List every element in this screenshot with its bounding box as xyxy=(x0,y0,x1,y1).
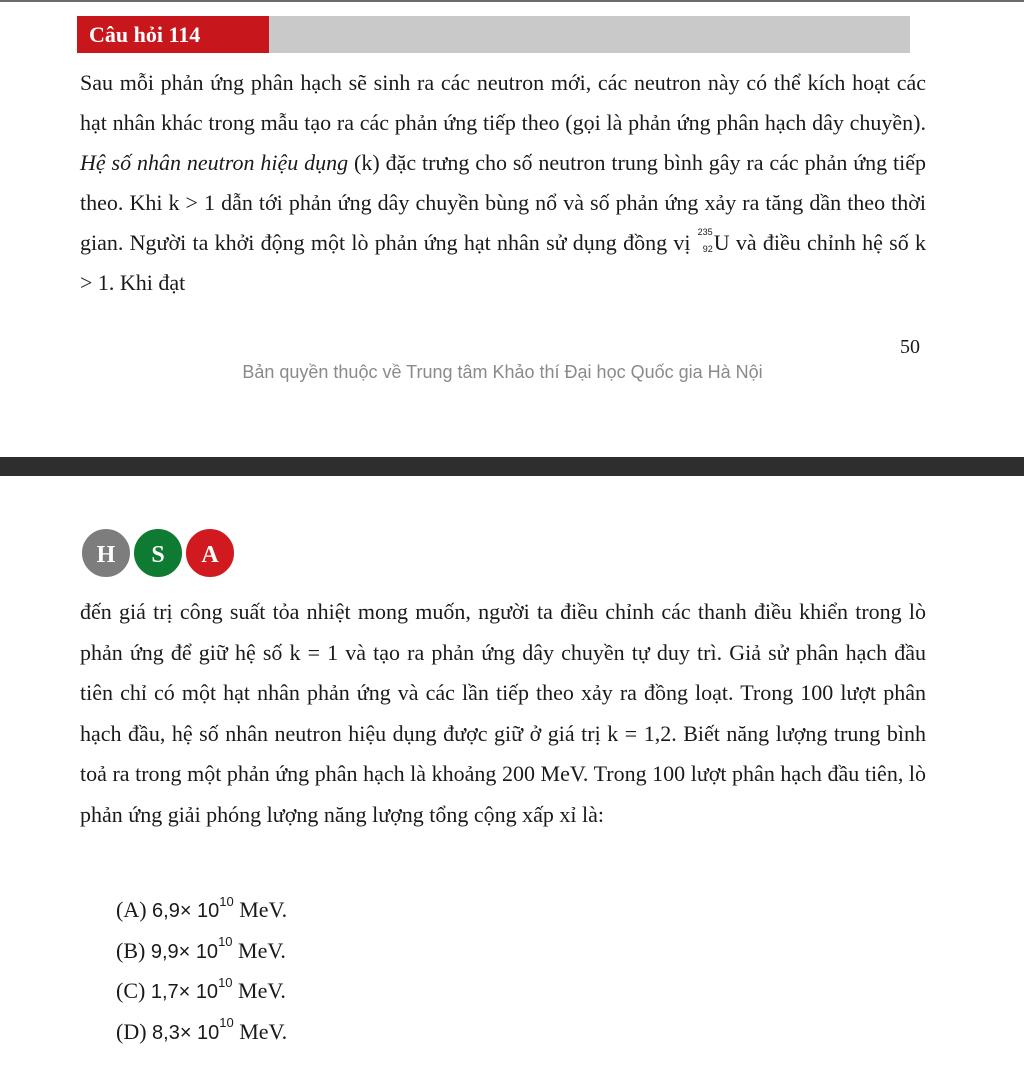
question-paragraph-1 xyxy=(80,63,926,303)
option-exponent: 10 xyxy=(218,974,233,990)
option-unit: MeV. xyxy=(238,937,286,963)
option-letter: (A) xyxy=(116,897,147,922)
logo-letter-a: A xyxy=(184,527,236,579)
isotope-atomic-number: 92 xyxy=(702,244,713,254)
option-unit: MeV. xyxy=(238,978,286,1003)
answer-option-a[interactable] xyxy=(116,890,287,931)
paragraph-text: và điều chỉnh hệ số k > 1. Khi đạt xyxy=(80,230,926,295)
answer-option-b[interactable] xyxy=(116,931,287,972)
option-mantissa: 6,9× xyxy=(152,900,192,922)
answer-option-d[interactable] xyxy=(116,1012,287,1053)
hsa-logo xyxy=(80,527,240,579)
option-letter: (B) xyxy=(116,937,146,963)
question-label: Câu hỏi 114 xyxy=(77,16,269,53)
question-paragraph-2: đến giá trị công suất tỏa nhiệt mong muốn, người ta điều chỉnh các thanh điều khiển trong lò phản ứng để giữ hệ số k = 1 và tạo ra phản ứng dây chuyền tự duy trì. Giả sử phân hạch đầu tiên chỉ có một hạt nhân phản ứng và các lần tiếp theo xảy ra đồng loạt. Trong 100 lượt phân hạch đầu, hệ số nhân neutron hiệu dụng được giữ ở giá trị k = 1,2. Biết năng lượng trung bình toả ra trong một phản ứng phân hạch là khoảng 200 MeV. Trong 100 lượt phân hạch đầu tiên, lò phản ứng giải phóng lượng năng lượng tổng cộng xấp xỉ là: xyxy=(80,599,926,827)
isotope-symbol: U xyxy=(713,230,730,255)
logo-letter-s: S xyxy=(132,527,184,579)
paragraph-text: Sau mỗi phản ứng phân hạch sẽ sinh ra các neutron mới, các neutron này có thể kích hoạt các hạt nhân khác trong mẫu tạo ra các phản ứng tiếp theo (gọi là phản ứng phân hạch dây chuyền). xyxy=(80,70,926,135)
option-letter: (C) xyxy=(116,978,146,1003)
option-exponent: 10 xyxy=(218,934,233,950)
option-exponent: 10 xyxy=(219,893,234,909)
option-mantissa: 8,3× xyxy=(152,1021,192,1044)
option-mantissa: 1,7× xyxy=(150,981,191,1003)
logo-letter-h: H xyxy=(80,527,132,579)
option-base: 10 xyxy=(197,1021,220,1044)
isotope-notation xyxy=(697,227,714,254)
isotope-mass-number: 235 xyxy=(697,227,713,237)
question-header-bar xyxy=(77,16,910,53)
copyright-notice: Bản quyền thuộc về Trung tâm Khảo thí Đại học Quốc gia Hà Nội xyxy=(242,362,763,382)
option-base: 10 xyxy=(197,900,220,922)
option-base: 10 xyxy=(195,981,219,1003)
top-border xyxy=(0,0,1024,2)
option-unit: MeV. xyxy=(239,897,288,922)
option-letter: (D) xyxy=(116,1018,147,1044)
page-number: 50 xyxy=(900,336,920,358)
paragraph-text: (k) đặc trưng cho số neutron trung bình gây ra các phản ứng tiếp theo. Khi k > 1 dẫn tới phản ứng dây chuyền bùng nổ và số phản ứng xảy ra tăng dần theo thời gian. Người ta khởi động một lò phản ứng hạt nhân sử dụng đồng vị xyxy=(80,150,927,255)
option-base: 10 xyxy=(195,940,219,963)
page-divider xyxy=(0,457,1024,476)
answer-option-c[interactable] xyxy=(116,971,287,1012)
option-unit: MeV. xyxy=(239,1018,288,1044)
option-exponent: 10 xyxy=(219,1015,234,1031)
option-mantissa: 9,9× xyxy=(150,940,191,963)
term-italic: Hệ số nhân neutron hiệu dụng xyxy=(80,150,349,175)
answer-options xyxy=(116,890,287,1052)
